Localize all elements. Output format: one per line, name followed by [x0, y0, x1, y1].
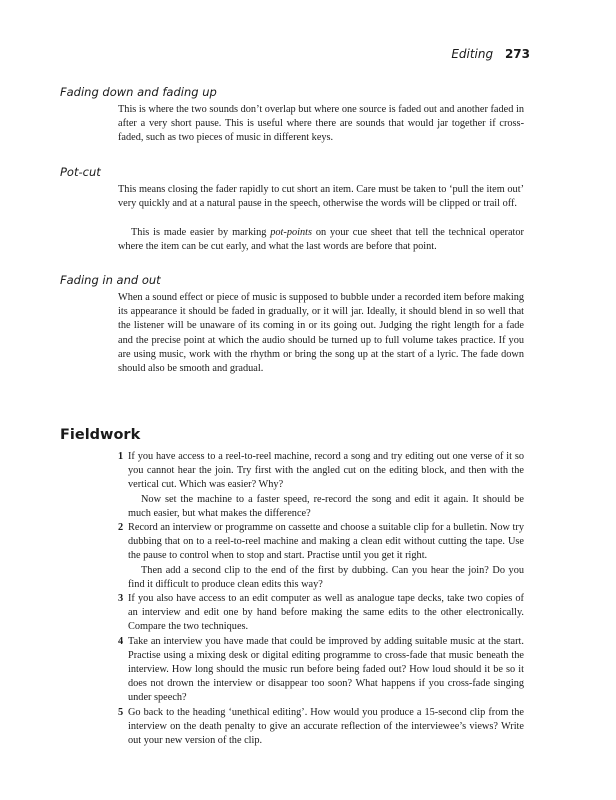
item-number: 4: [118, 635, 124, 647]
fieldwork-item: [118, 706, 524, 749]
item-number: 2: [118, 522, 124, 534]
fieldwork-heading: Fieldwork: [60, 427, 141, 443]
item-paragraph: Go back to the heading ‘unethical editing’. How would you produce a 15-second clip from the interview on the death penalty to give an accurate reflection of the interviewee’s views? Write out your new version of the clip.: [128, 706, 524, 747]
item-paragraph: Then add a second clip to the end of the first by dubbing. Can you hear the join? Do you find it difficult to produce clean edits this way?: [128, 564, 524, 590]
pot-cut-text-before: This is made easier by marking: [131, 227, 271, 238]
item-number: 1: [118, 451, 124, 462]
paragraph-fading-in-out: When a sound effect or piece of music is supposed to bubble under a recorded item before making its appearance it should be faded in gradually, or it will jar. Ideally, it should blend in so well that the listener will be unaware of its coming in or its going out. Judging the right length for a fade and the precise point at which the audio should be turned up to full volume takes practice. If you are using music, work with the rhythm or bring the song up at the start of a lyric. The fade down should also be smooth and gradual.: [118, 292, 524, 375]
subheading-fading-in-out: Fading in and out: [60, 273, 161, 287]
chapter-title: Editing: [451, 47, 494, 61]
paragraph-fading-down: This is where the two sounds don’t overlap but where one source is faded out and another faded in after a very short pause. This is useful where there are sounds that would jar together if cross-faded, such as two pieces of music in different keys.: [118, 104, 524, 144]
fieldwork-list: [118, 450, 524, 748]
pot-points-term: pot-points: [270, 227, 313, 238]
running-header: [451, 47, 530, 61]
fieldwork-item: [118, 635, 524, 706]
subheading-fading-down: Fading down and fading up: [60, 85, 217, 99]
fieldwork-item: [118, 592, 524, 635]
fieldwork-item: [118, 450, 524, 521]
item-number: 3: [118, 593, 124, 605]
item-paragraph: Record an interview or programme on cassette and choose a suitable clip for a bulletin. Now try dubbing that on to a reel-to-reel machine and making a clean edit without cutting the tape. Use the pause to control when to stop and start. Practise until you get it right.: [128, 522, 524, 562]
item-paragraph: If you have access to a reel-to-reel machine, record a song and try editing out one verse of it so you cannot hear the join. Try first with the angled cut on the editing block, and then with the vertical cut. Which was easier? Why?: [128, 451, 524, 491]
item-paragraph: Now set the machine to a faster speed, re-record the song and edit it again. It should be much easier, but what makes the difference?: [128, 493, 524, 519]
page-number: 273: [504, 47, 530, 61]
fieldwork-item: [118, 521, 524, 592]
item-paragraph: Take an interview you have made that could be improved by adding suitable music at the start. Practise using a mixing desk or digital editing programme to cross-fade that music beneath the interview. How long should the music run before being faded out? How loud should it be so it does not drown the interview or disappear too soon? What happens if you cross-fade singing under speech?: [128, 635, 524, 704]
subheading-pot-cut: Pot-cut: [60, 165, 101, 179]
item-number: 5: [118, 706, 124, 718]
item-paragraph: If you also have access to an edit computer as well as analogue tape decks, take two copies of an interview and edit one by hand before making the same edits to the other electronically. Compare the two techniques.: [128, 593, 524, 633]
paragraph-pot-cut-1: This means closing the fader rapidly to cut short an item. Care must be taken to ‘pull the item out’ very quickly and at a natural pause in the speech, otherwise the words will be clipped or trail off.: [118, 184, 524, 210]
pot-cut-text-after: on your cue sheet that tell the technical operator where the item can be cut early, and what the last words are before that point.: [118, 227, 524, 253]
paragraph-pot-cut-2: [118, 226, 524, 254]
